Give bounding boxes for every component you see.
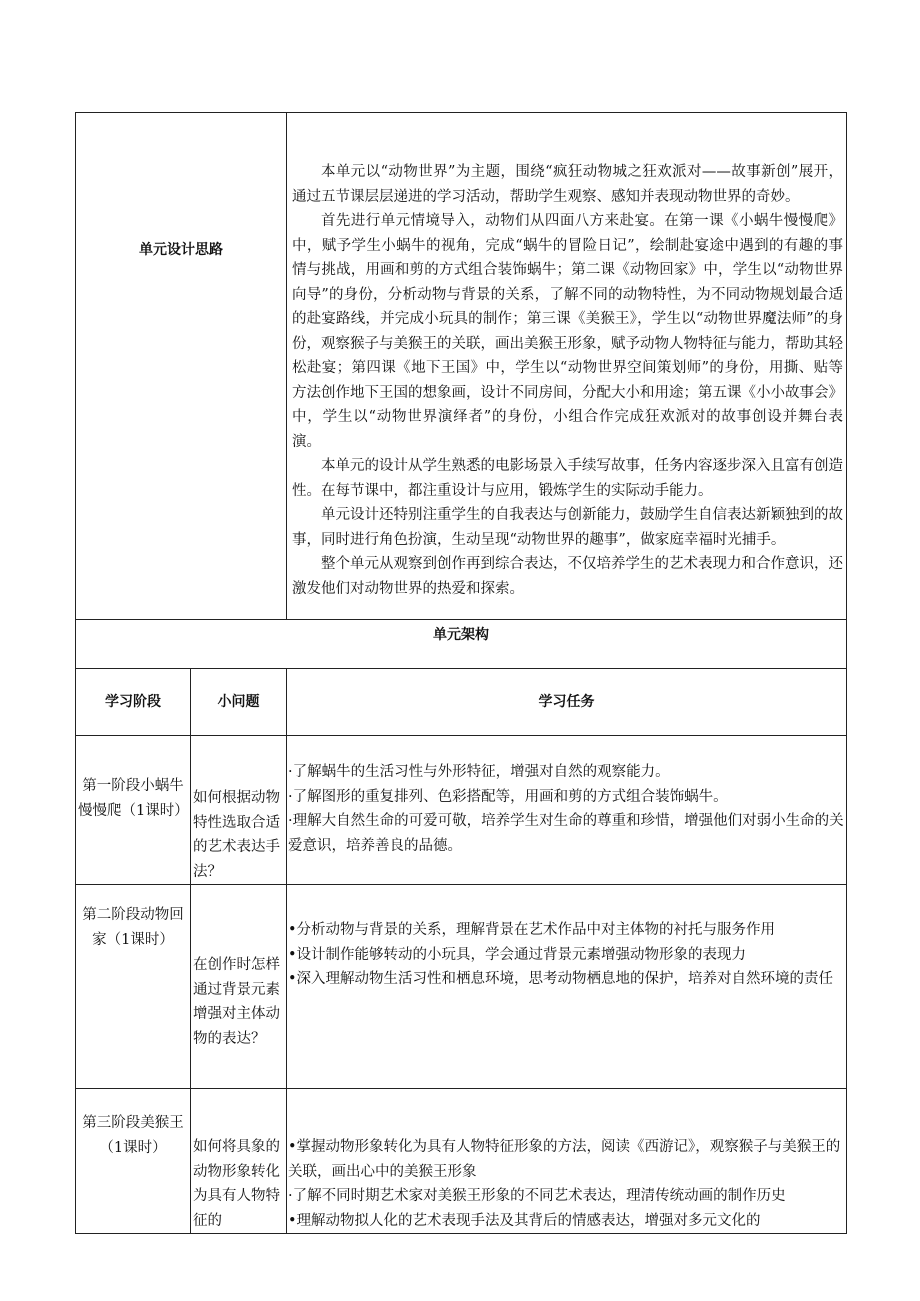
task-item: ·了解不同时期艺术家对美猴王形象的不同艺术表达，理清传统动画的制作历史 [288,1188,786,1204]
header-task: 学习任务 [287,669,847,736]
unit-design-table [75,112,847,1234]
task-item: •分析动物与背景的关系，理解背景在艺术作品中对主体物的衬托与服务作用 [288,922,776,938]
stage-cell: 第三阶段美猴王（1课时） [76,1089,191,1234]
design-paragraph: 整个单元从观察到创作再到综合表达，不仅培养学生的艺术表现力和合作意识，还激发他们对动物世界的热爱和探索。 [292,556,843,597]
task-item: •深入理解动物生活习性和栖息环境，思考动物栖息地的保护，培养对自然环境的责任 [288,971,834,987]
question-cell: 如何将具象的动物形象转化为具有人物特征的 [191,1089,287,1234]
architecture-title-row [76,620,847,669]
table-row [76,1089,847,1234]
design-paragraph: 本单元以“动物世界”为主题，围绕“疯狂动物城之狂欢派对——故事新创”展开，通过五节课层层递进的学习活动，帮助学生观察、感知并表现动物世界的奇妙。 [292,164,843,205]
question-cell: 在创作时怎样通过背景元素增强对主体动物的表达？ [191,885,287,1089]
question-cell: 如何根据动物特性选取合适的艺术表达手法？ [191,736,287,885]
design-text [287,113,847,620]
task-item: •掌握动物形象转化为具有人物特征形象的方法，阅读《西游记》，观察猴子与美猴王的关联，画出心中的美猴王形象 [288,1139,841,1180]
stage-cell: 第二阶段动物回家（1课时） [76,885,191,1089]
table-row [76,885,847,1089]
table-header-row [76,669,847,736]
header-question: 小问题 [191,669,287,736]
header-stage: 学习阶段 [76,669,191,736]
stage-cell: 第一阶段小蜗牛慢慢爬（1课时） [76,736,191,885]
design-paragraph: 单元设计还特别注重学生的自我表达与创新能力，鼓励学生自信表达新颖独到的故事，同时进行角色扮演，生动呈现“动物世界的趣事”，做家庭幸福时光捕手。 [292,507,843,548]
task-item: ·理解大自然生命的可爱可敬，培养学生对生命的尊重和珍惜，增强他们对弱小生命的关爱意识，培养善良的品德。 [288,813,844,854]
task-cell [287,736,847,885]
design-label: 单元设计思路 [76,113,287,620]
task-item: ·了解图形的重复排列、色彩搭配等，用画和剪的方式组合装饰蜗牛。 [288,788,728,805]
task-cell [287,885,847,1089]
task-item: •设计制作能够转动的小玩具，学会通过背景元素增强动物形象的表现力 [288,946,747,963]
task-cell [287,1089,847,1234]
table-row [76,736,847,885]
task-item: ·了解蜗牛的生活习性与外形特征，增强对自然的观察能力。 [288,764,670,780]
design-paragraph: 首先进行单元情境导入，动物们从四面八方来赴宴。在第一课《小蜗牛慢慢爬》中，赋予学生小蜗牛的视角，完成“蜗牛的冒险日记”，绘制赴宴途中遇到的有趣的事情与挑战，用画和剪的方式组合装饰蜗牛；第二课《动物回家》中，学生以“动物世界向导”的身份，分析动物与背景的关系，了解不同的动物特性，为不同动物规划最合适的赴宴路线，并完成小玩具的制作；第三课《美猴王》，学生以“动物世界魔法师”的身份，观察猴子与美猴王的关联，画出美猴王形象，赋予动物人物特征与能力，帮助其轻松赴宴；第四课《地下王国》中，学生以“动物世界空间策划师”的身份，用撕、贴等方法创作地下王国的想象画，设计不同房间，分配大小和用途；第五课《小小故事会》中，学生以“动物世界演绎者”的身份，小组合作完成狂欢派对的故事创设并舞台表演。 [292,213,843,450]
design-row [76,113,847,620]
architecture-title: 单元架构 [76,620,847,669]
task-item: •理解动物拟人化的艺术表现手法及其背后的情感表达，增强对多元文化的 [288,1212,761,1229]
design-paragraph: 本单元的设计从学生熟悉的电影场景入手续写故事，任务内容逐步深入且富有创造性。在每节课中，都注重设计与应用，锻炼学生的实际动手能力。 [292,458,843,499]
